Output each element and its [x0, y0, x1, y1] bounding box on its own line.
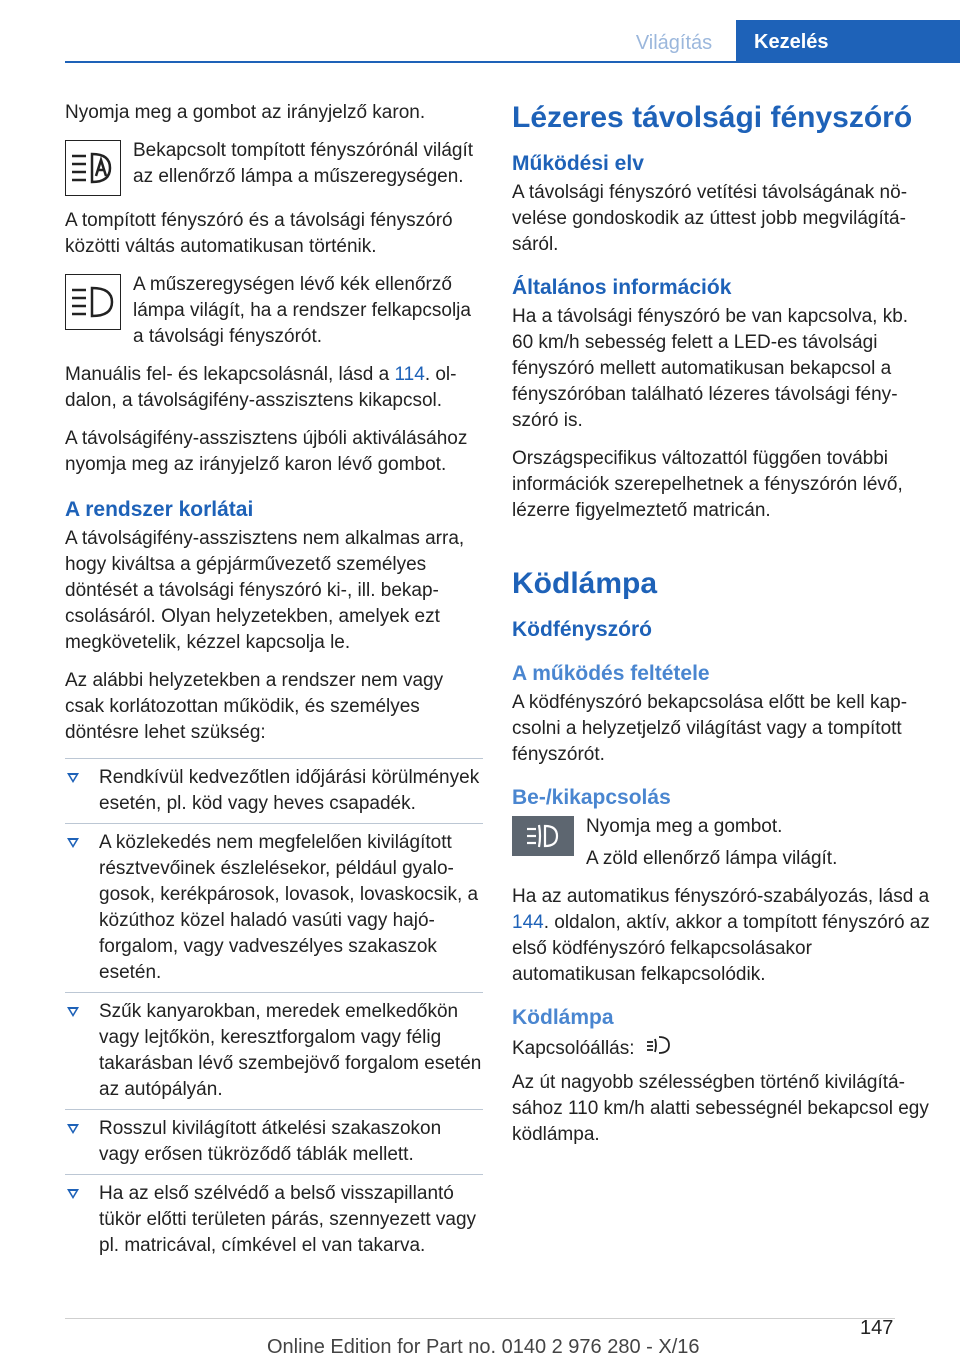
- subsection-heading: Ködfényszóró: [512, 618, 653, 641]
- paragraph: Országspecifikus változattól függően további információk szerepelhetnek a fényszórón lévő, lézerre figyelmeztető matricán.: [512, 448, 903, 521]
- subsubsection-heading: Be-/kikapcsolás: [512, 786, 671, 809]
- bullet-triangle-icon: [67, 773, 79, 783]
- subsubsection-heading: A működés feltétele: [512, 662, 710, 685]
- left-column: [65, 100, 483, 1265]
- list-item: A közlekedés nem megfelelően kivilágított résztvevőinek észlelésekor, például gyalogosok, kerékpárosok, lovasok, lovaskocsik, a közúthoz közel haladó vasúti vagy hajóforgalom, vagy vadveszélyes szakaszok esetén.: [65, 823, 483, 992]
- instruction: A zöld ellenőrző lámpa világít.: [586, 848, 838, 869]
- bullet-triangle-icon: [67, 838, 79, 848]
- paragraph: Nyomja meg a gombot az irányjelző karon.: [65, 102, 426, 123]
- paragraph: Manuális fel- és lekapcsolásnál, lásd a 114. oldalon, a távolságifény-asszisztens kikapcsol.: [65, 364, 457, 411]
- list-item: Szűk kanyarokban, meredek emelkedőkön vagy lejtőkön, keresztforgalom vagy félig takarásban lévő szembejövő forgalom esetén az autópályán.: [65, 992, 483, 1109]
- high-beam-assist-icon: [65, 140, 121, 196]
- indicator-row: [65, 272, 483, 350]
- paragraph: A távolságifény-asszisztens nem alkalmas arra, hogy kiváltsa a gépjárművezető személyes döntését a távolsági fényszóró ki-, ill. bekapcsolásáról. Olyan helyzetekben, amelyek ezt megkövetelik, kézzel kapcsolja le.: [65, 528, 465, 653]
- indicator-description: Bekapcsolt tompított fényszórónál világít az ellenőrző lámpa a műszeregységen.: [133, 140, 474, 187]
- indicator-description: A műszeregységen lévő kék ellenőrző lámpa világít, ha a rendszer felkapcsolja a távolsági fényszórót.: [133, 274, 471, 347]
- indicator-row: [65, 138, 483, 196]
- subsection-heading: Működési elv: [512, 152, 644, 175]
- header-tab-section: Világítás: [635, 32, 713, 54]
- list-item: Ha az első szélvédő a belső visszapillantó tükör előtti területen párás, szennyezett vagy pl. matricával, címkével el van takarva.: [65, 1174, 483, 1265]
- high-beam-icon: [65, 274, 121, 330]
- section-title: Ködlámpa: [512, 567, 658, 600]
- paragraph: Az alábbi helyzetekben a rendszer nem vagy csak korlátozottan működik, és személyes döntésre lehet szükség:: [65, 670, 444, 743]
- list-item: Rosszul kivilágított átkelési szakaszokon vagy erősen tükröződő táblák mellett.: [65, 1109, 483, 1174]
- paragraph: Az út nagyobb szélességben történő kivilágításához 110 km/h alatti sebességnél bekapcsol egy ködlámpa.: [512, 1072, 929, 1145]
- section-title: Lézeres távolsági fényszóró: [512, 101, 913, 134]
- paragraph: Kapcsolóállás:: [512, 1034, 932, 1064]
- fog-lamp-icon: [645, 1034, 671, 1064]
- header-rule: [65, 61, 960, 63]
- section-heading: A rendszer korlátai: [65, 498, 254, 521]
- page-link-114[interactable]: 114: [394, 364, 425, 385]
- page-link-144[interactable]: 144: [512, 912, 544, 933]
- right-column: [512, 98, 932, 1160]
- paragraph: Ha az automatikus fényszóró-szabályozás, lásd a 144. oldalon, aktív, akkor a tompított fényszóró az első ködfényszóró felkapcsolásakor automatikusan felkapcsolódik.: [512, 886, 930, 985]
- paragraph: A tompított fényszóró és a távolsági fényszóró közötti váltás automatikusan történik.: [65, 210, 453, 257]
- fog-button-row: [512, 814, 932, 872]
- limitations-list: [65, 758, 483, 1265]
- paragraph: A ködfényszóró bekapcsolása előtt be kell kapcsolni a helyzetjelző világítást vagy a tompított fényszórót.: [512, 692, 908, 765]
- front-fog-button-icon[interactable]: [512, 816, 574, 856]
- bullet-triangle-icon: [67, 1007, 79, 1017]
- list-item: Rendkívül kedvezőtlen időjárási körülmények esetén, pl. köd vagy heves csapadék.: [65, 758, 483, 823]
- paragraph: Ha a távolsági fényszóró be van kapcsolva, kb. 60 km/h sebesség felett a LED-es távolsági fényszóró mellett automatikusan bekapcsol a fényszóróban található lézeres távolsági fényszóró is.: [512, 306, 909, 431]
- paragraph: A távolsági fényszóró vetítési távolságának növelése gondoskodik az úttest jobb megvilágításáról.: [512, 182, 908, 255]
- footer-rule: [65, 1318, 895, 1319]
- bullet-triangle-icon: [67, 1189, 79, 1199]
- header-tab-chapter: Kezelés: [736, 20, 960, 62]
- page-number: 147: [860, 1317, 894, 1339]
- bullet-triangle-icon: [67, 1124, 79, 1134]
- paragraph: A távolságifény-asszisztens újbóli aktiválásához nyomja meg az irányjelző karon lévő gombot.: [65, 428, 468, 475]
- subsubsection-heading: Ködlámpa: [512, 1006, 614, 1029]
- edition-text: Online Edition for Part no. 0140 2 976 280 - X/16: [267, 1336, 700, 1358]
- instruction: Nyomja meg a gombot.: [586, 816, 783, 837]
- subsection-heading: Általános információk: [512, 276, 732, 299]
